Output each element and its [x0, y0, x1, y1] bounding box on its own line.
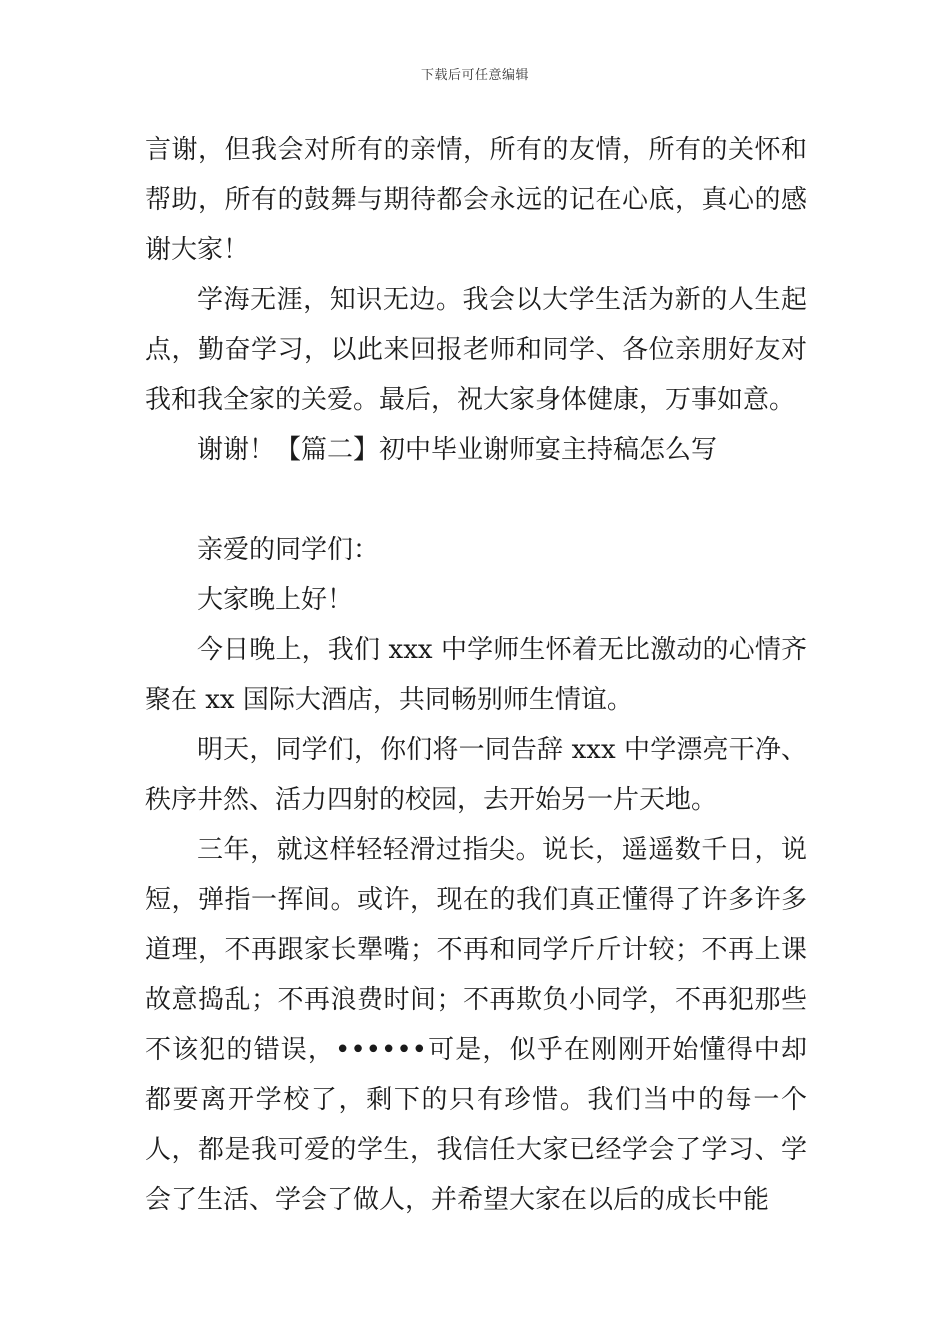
paragraph-three-years: 三年，就这样轻轻滑过指尖。说长，遥遥数千日，说短，弹指一挥间。或许，现在的我们真正懂得了许多许多道理，不再跟家长犟嘴；不再和同学斤斤计较；不再上课故意捣乱；不再浪费时间；不再欺负小同学，不再犯那些不该犯的错误，••••••可是，似乎在刚刚开始懂得中却都要离开学校了，剩下的只有珍惜。我们当中的每一个人，都是我可爱的学生，我信任大家已经学会了学习、学会了生活、学会了做人，并希望大家在以后的成长中能: [145, 835, 807, 1215]
paragraph-section-heading: 谢谢！【篇二】初中毕业谢师宴主持稿怎么写: [197, 435, 718, 465]
paragraph-tomorrow: 明天，同学们，你们将一同告辞 xxx 中学漂亮干净、秩序井然、活力四射的校园，去开始另一片天地。: [145, 735, 807, 815]
paragraph-salutation: 亲爱的同学们：: [197, 535, 380, 565]
page-header: 下载后可任意编辑: [420, 68, 529, 83]
paragraph-study: 学海无涯，知识无边。我会以大学生活为新的人生起点，勤奋学习，以此来回报老师和同学、各位亲朋好友对我和我全家的关爱。最后，祝大家身体健康，万事如意。: [145, 285, 807, 415]
paragraph-greeting: 大家晚上好！: [197, 585, 354, 615]
document-body: [145, 125, 807, 1225]
paragraph-continued: 言谢，但我会对所有的亲情，所有的友情，所有的关怀和帮助，所有的鼓舞与期待都会永远的记在心底，真心的感谢大家！: [145, 135, 807, 265]
blank-line: [145, 475, 807, 525]
paragraph-tonight: 今日晚上，我们 xxx 中学师生怀着无比激动的心情齐聚在 xx 国际大酒店，共同畅别师生情谊。: [145, 635, 807, 715]
